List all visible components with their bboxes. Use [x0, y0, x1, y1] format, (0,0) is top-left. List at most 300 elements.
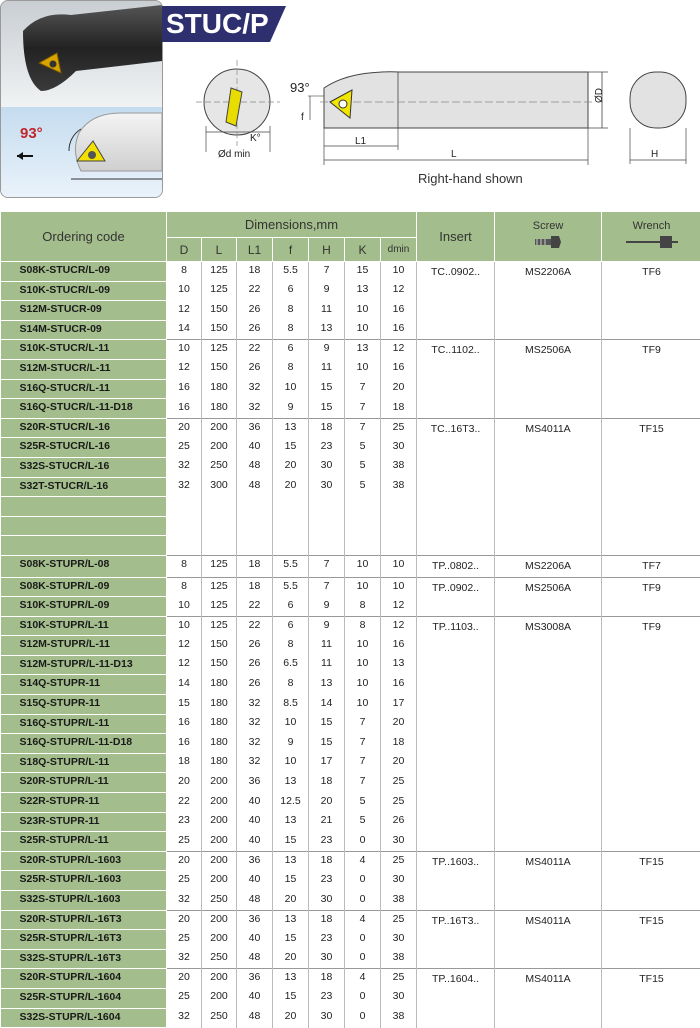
dim-f: 5.5: [273, 555, 309, 577]
header-col-d: D: [167, 238, 202, 262]
dim-l: 125: [202, 577, 237, 597]
dim-f: 20: [273, 949, 309, 969]
dim-h: 21: [309, 812, 345, 832]
dim-d: 16: [167, 734, 202, 754]
dim-l1: 36: [237, 910, 273, 930]
dim-h: 15: [309, 734, 345, 754]
dim-dmin: 16: [381, 320, 417, 340]
dim-d: 25: [167, 988, 202, 1008]
wrench-icon: [622, 234, 682, 250]
dim-d: 10: [167, 616, 202, 636]
dim-l1: 36: [237, 851, 273, 871]
dim-f: 20: [273, 457, 309, 477]
dim-k: 5: [345, 438, 381, 458]
dim-k: 13: [345, 340, 381, 360]
dim-h: 7: [309, 262, 345, 282]
screw-cell: MS3008A: [495, 616, 602, 851]
dim-dmin: 38: [381, 891, 417, 911]
wrench-cell: TF15: [602, 851, 700, 910]
dim-l: 180: [202, 714, 237, 734]
dim-dmin: 12: [381, 616, 417, 636]
dim-l: 200: [202, 438, 237, 458]
header-screw: [495, 212, 602, 262]
dim-h: 11: [309, 655, 345, 675]
dim-d: 10: [167, 340, 202, 360]
dim-l1: 40: [237, 871, 273, 891]
dim-dmin: 10: [381, 555, 417, 577]
dim-k: 5: [345, 477, 381, 497]
ordering-code: S10K-STUCR/L-09: [1, 281, 167, 301]
dim-dmin: 38: [381, 949, 417, 969]
dim-d: 25: [167, 438, 202, 458]
dim-h: 15: [309, 379, 345, 399]
dim-f: 5.5: [273, 262, 309, 282]
dim-dmin: 20: [381, 753, 417, 773]
wrench-cell: TF15: [602, 418, 700, 555]
ordering-code: S20R-STUPR/L-1603: [1, 851, 167, 871]
insert-cell: TP..0902..: [417, 577, 495, 616]
header-dimensions: Dimensions,mm: [167, 212, 417, 238]
dim-l1: 26: [237, 320, 273, 340]
ordering-code: S10K-STUPR/L-11: [1, 616, 167, 636]
dim-d: 22: [167, 793, 202, 813]
blank-cell: [202, 536, 237, 556]
dim-k: 7: [345, 379, 381, 399]
dim-f: 20: [273, 1008, 309, 1028]
dim-dmin: 12: [381, 281, 417, 301]
dim-f: 6.5: [273, 655, 309, 675]
ordering-code: S32S-STUPR/L-16T3: [1, 949, 167, 969]
dim-l: 180: [202, 379, 237, 399]
dim-h: 9: [309, 597, 345, 617]
dim-l: 200: [202, 793, 237, 813]
dim-d: 10: [167, 597, 202, 617]
dim-dmin: 16: [381, 636, 417, 656]
drawing-dmin: Ød min: [218, 149, 250, 160]
drawing-l1: L1: [355, 136, 366, 147]
wrench-cell: TF9: [602, 340, 700, 418]
dim-h: 17: [309, 753, 345, 773]
dim-f: 6: [273, 597, 309, 617]
dim-k: 10: [345, 555, 381, 577]
dim-f: 13: [273, 910, 309, 930]
dim-k: 8: [345, 616, 381, 636]
dim-h: 11: [309, 301, 345, 321]
ordering-code: S12M-STUPR/L-11-D13: [1, 655, 167, 675]
ordering-code: S15Q-STUPR-11: [1, 695, 167, 715]
dim-f: 10: [273, 753, 309, 773]
dim-h: 13: [309, 320, 345, 340]
insert-cell: TP..1603..: [417, 851, 495, 910]
dim-f: 10: [273, 714, 309, 734]
dim-d: 20: [167, 969, 202, 989]
dim-l1: 36: [237, 773, 273, 793]
insert-cell: TC..0902..: [417, 262, 495, 340]
dim-l: 250: [202, 891, 237, 911]
dim-dmin: 30: [381, 930, 417, 950]
dim-l1: 48: [237, 1008, 273, 1028]
dim-l: 180: [202, 753, 237, 773]
dim-k: 10: [345, 675, 381, 695]
dim-k: 0: [345, 949, 381, 969]
dim-f: 8: [273, 359, 309, 379]
dim-dmin: 20: [381, 379, 417, 399]
dim-l1: 26: [237, 301, 273, 321]
screw-cell: MS2506A: [495, 340, 602, 418]
dim-f: 12.5: [273, 793, 309, 813]
wrench-cell: TF9: [602, 616, 700, 851]
dim-d: 23: [167, 812, 202, 832]
dim-d: 12: [167, 636, 202, 656]
dim-k: 5: [345, 793, 381, 813]
dim-k: 0: [345, 988, 381, 1008]
dim-l: 200: [202, 969, 237, 989]
dim-h: 7: [309, 577, 345, 597]
dim-f: 15: [273, 832, 309, 852]
blank-cell: [202, 516, 237, 536]
header-wrench: [602, 212, 700, 262]
dim-dmin: 12: [381, 340, 417, 360]
dim-l: 150: [202, 320, 237, 340]
dim-f: 6: [273, 340, 309, 360]
dim-k: 5: [345, 457, 381, 477]
ordering-code: S10K-STUCR/L-11: [1, 340, 167, 360]
insert-cell: TP..1604..: [417, 969, 495, 1028]
dim-l: 125: [202, 281, 237, 301]
table-row: [1, 851, 700, 871]
wrench-cell: TF7: [602, 555, 700, 577]
dim-l1: 32: [237, 734, 273, 754]
dim-d: 14: [167, 675, 202, 695]
blank-cell: [237, 516, 273, 536]
dim-d: 32: [167, 457, 202, 477]
dim-f: 8: [273, 636, 309, 656]
dim-l: 200: [202, 851, 237, 871]
drawing-kappa: K°: [250, 133, 261, 144]
blank-cell: [273, 497, 309, 517]
dim-d: 20: [167, 851, 202, 871]
ordering-code: S12M-STUCR-09: [1, 301, 167, 321]
dim-d: 8: [167, 262, 202, 282]
dim-dmin: 30: [381, 988, 417, 1008]
drawing-f: f: [301, 112, 304, 123]
product-photo: [0, 0, 163, 198]
dim-dmin: 13: [381, 655, 417, 675]
dim-f: 15: [273, 871, 309, 891]
dim-f: 15: [273, 438, 309, 458]
dim-f: 9: [273, 399, 309, 419]
dim-dmin: 38: [381, 457, 417, 477]
dim-d: 25: [167, 930, 202, 950]
ordering-code: S20R-STUCR/L-16: [1, 418, 167, 438]
dim-l: 200: [202, 930, 237, 950]
screw-cell: MS2206A: [495, 555, 602, 577]
header-col-f: f: [273, 238, 309, 262]
dim-dmin: 38: [381, 477, 417, 497]
dim-h: 23: [309, 930, 345, 950]
dim-l: 250: [202, 949, 237, 969]
dim-l1: 22: [237, 616, 273, 636]
dim-d: 14: [167, 320, 202, 340]
header-col-dmin: dmin: [381, 238, 417, 262]
ordering-code: S32S-STUPR/L-1604: [1, 1008, 167, 1028]
ordering-code: S16Q-STUCR/L-11-D18: [1, 399, 167, 419]
dim-f: 10: [273, 379, 309, 399]
dim-dmin: 10: [381, 577, 417, 597]
dim-f: 20: [273, 891, 309, 911]
dim-l1: 32: [237, 714, 273, 734]
ordering-code: S08K-STUCR/L-09: [1, 262, 167, 282]
dim-f: 13: [273, 812, 309, 832]
dim-l: 125: [202, 340, 237, 360]
dim-dmin: 16: [381, 359, 417, 379]
dim-h: 30: [309, 1008, 345, 1028]
dim-f: 5.5: [273, 577, 309, 597]
dim-l1: 40: [237, 832, 273, 852]
blank-cell: [167, 497, 202, 517]
dim-l1: 18: [237, 262, 273, 282]
ordering-code: S12M-STUPR/L-11: [1, 636, 167, 656]
table-row: [1, 910, 700, 930]
dim-dmin: 30: [381, 832, 417, 852]
ordering-code: S12M-STUCR/L-11: [1, 359, 167, 379]
dim-k: 0: [345, 832, 381, 852]
insert-cell: TC..16T3..: [417, 418, 495, 555]
header-col-l1: L1: [237, 238, 273, 262]
dim-l1: 32: [237, 695, 273, 715]
dim-h: 18: [309, 851, 345, 871]
header-ordering-code: Ordering code: [1, 212, 167, 262]
wrench-cell: TF15: [602, 969, 700, 1028]
dim-l: 300: [202, 477, 237, 497]
dim-l: 200: [202, 812, 237, 832]
header-col-l: L: [202, 238, 237, 262]
ordering-code: S25R-STUPR/L-11: [1, 832, 167, 852]
dim-h: 30: [309, 477, 345, 497]
dim-h: 18: [309, 910, 345, 930]
ordering-code: S14Q-STUPR-11: [1, 675, 167, 695]
dim-l1: 32: [237, 399, 273, 419]
dim-l: 200: [202, 832, 237, 852]
dim-dmin: 16: [381, 301, 417, 321]
specification-table: [0, 211, 700, 1028]
dim-l1: 40: [237, 793, 273, 813]
dim-d: 32: [167, 477, 202, 497]
blank-cell: [202, 497, 237, 517]
dim-k: 10: [345, 359, 381, 379]
header-screw-label: Screw: [495, 220, 601, 232]
dim-k: 7: [345, 773, 381, 793]
dim-l1: 48: [237, 949, 273, 969]
screw-cell: MS2206A: [495, 262, 602, 340]
dim-f: 8: [273, 320, 309, 340]
dim-d: 32: [167, 891, 202, 911]
dim-d: 8: [167, 577, 202, 597]
ordering-code: S08K-STUPR/L-08: [1, 555, 167, 577]
dim-f: 13: [273, 773, 309, 793]
dim-dmin: 25: [381, 773, 417, 793]
dim-l: 180: [202, 734, 237, 754]
dim-h: 23: [309, 988, 345, 1008]
drawing-od: ØD: [594, 88, 605, 103]
ordering-code: S25R-STUPR/L-1604: [1, 988, 167, 1008]
dim-d: 10: [167, 281, 202, 301]
insert-cell: TP..1103..: [417, 616, 495, 851]
dim-h: 18: [309, 773, 345, 793]
dim-d: 8: [167, 555, 202, 577]
dim-l1: 40: [237, 988, 273, 1008]
dim-h: 9: [309, 616, 345, 636]
dim-f: 8.5: [273, 695, 309, 715]
table-row: [1, 555, 700, 577]
table-row: [1, 969, 700, 989]
dim-l: 150: [202, 636, 237, 656]
dim-l: 125: [202, 597, 237, 617]
dim-l: 200: [202, 871, 237, 891]
dim-f: 13: [273, 969, 309, 989]
dim-dmin: 30: [381, 871, 417, 891]
ordering-code: S32S-STUCR/L-16: [1, 457, 167, 477]
dim-f: 8: [273, 675, 309, 695]
dim-l1: 36: [237, 969, 273, 989]
blank-cell: [345, 516, 381, 536]
dim-l1: 32: [237, 753, 273, 773]
dim-l1: 48: [237, 457, 273, 477]
ordering-code: S08K-STUPR/L-09: [1, 577, 167, 597]
dim-d: 25: [167, 832, 202, 852]
screw-cell: MS4011A: [495, 418, 602, 555]
dim-l: 180: [202, 695, 237, 715]
dim-l1: 40: [237, 812, 273, 832]
dim-h: 9: [309, 281, 345, 301]
ordering-code: S32T-STUCR/L-16: [1, 477, 167, 497]
ordering-code: S20R-STUPR/L-16T3: [1, 910, 167, 930]
dim-k: 7: [345, 714, 381, 734]
blank-code-cell: [1, 516, 167, 536]
dim-k: 4: [345, 851, 381, 871]
dim-dmin: 10: [381, 262, 417, 282]
drawing-h: H: [651, 149, 658, 160]
dim-d: 32: [167, 949, 202, 969]
dim-dmin: 26: [381, 812, 417, 832]
dim-k: 10: [345, 577, 381, 597]
table-row: [1, 262, 700, 282]
ordering-code: S16Q-STUPR/L-11-D18: [1, 734, 167, 754]
dim-d: 12: [167, 301, 202, 321]
dim-k: 10: [345, 320, 381, 340]
dim-f: 13: [273, 851, 309, 871]
dim-d: 20: [167, 910, 202, 930]
blank-cell: [345, 497, 381, 517]
dim-dmin: 12: [381, 597, 417, 617]
drawing-angle: 93°: [290, 80, 310, 95]
blank-cell: [381, 536, 417, 556]
dim-k: 7: [345, 399, 381, 419]
dim-l: 180: [202, 399, 237, 419]
right-hand-caption: Right-hand shown: [418, 171, 523, 186]
dim-dmin: 25: [381, 793, 417, 813]
dim-d: 12: [167, 655, 202, 675]
table-row: [1, 418, 700, 438]
dim-l1: 22: [237, 281, 273, 301]
dim-l1: 26: [237, 675, 273, 695]
dim-h: 30: [309, 949, 345, 969]
dim-k: 10: [345, 695, 381, 715]
dim-l: 250: [202, 457, 237, 477]
dim-k: 0: [345, 891, 381, 911]
drawing-l: L: [451, 149, 457, 160]
blank-cell: [381, 516, 417, 536]
dim-d: 18: [167, 753, 202, 773]
dim-h: 23: [309, 871, 345, 891]
dim-k: 10: [345, 301, 381, 321]
ordering-code: S23R-STUPR-11: [1, 812, 167, 832]
dim-l1: 48: [237, 477, 273, 497]
ordering-code: S25R-STUPR/L-16T3: [1, 930, 167, 950]
ordering-code: S22R-STUPR-11: [1, 793, 167, 813]
ordering-code: S20R-STUPR/L-1604: [1, 969, 167, 989]
blank-cell: [345, 536, 381, 556]
dim-f: 15: [273, 930, 309, 950]
dim-l1: 22: [237, 597, 273, 617]
dim-k: 13: [345, 281, 381, 301]
dim-l: 150: [202, 359, 237, 379]
insert-cell: TP..16T3..: [417, 910, 495, 969]
wrench-cell: TF6: [602, 262, 700, 340]
header-col-h: H: [309, 238, 345, 262]
dim-d: 25: [167, 871, 202, 891]
dim-k: 0: [345, 1008, 381, 1028]
dim-l1: 40: [237, 438, 273, 458]
dim-k: 15: [345, 262, 381, 282]
dim-dmin: 17: [381, 695, 417, 715]
page-title: STUC/P: [166, 6, 269, 42]
blank-code-cell: [1, 497, 167, 517]
dim-h: 15: [309, 399, 345, 419]
dim-l1: 36: [237, 418, 273, 438]
dim-dmin: 18: [381, 734, 417, 754]
dim-k: 5: [345, 812, 381, 832]
dim-dmin: 30: [381, 438, 417, 458]
dim-h: 23: [309, 438, 345, 458]
dim-k: 7: [345, 418, 381, 438]
blank-code-cell: [1, 536, 167, 556]
dim-h: 13: [309, 675, 345, 695]
dim-l: 125: [202, 262, 237, 282]
dim-l: 200: [202, 418, 237, 438]
ordering-code: S25R-STUCR/L-16: [1, 438, 167, 458]
screw-cell: MS4011A: [495, 969, 602, 1028]
ordering-code: S16Q-STUPR/L-11: [1, 714, 167, 734]
dim-dmin: 20: [381, 714, 417, 734]
ordering-code: S32S-STUPR/L-1603: [1, 891, 167, 911]
dim-d: 32: [167, 1008, 202, 1028]
dim-dmin: 25: [381, 910, 417, 930]
ordering-code: S16Q-STUCR/L-11: [1, 379, 167, 399]
dim-l: 200: [202, 910, 237, 930]
header-wrench-label: Wrench: [602, 220, 700, 232]
dim-d: 12: [167, 359, 202, 379]
dim-l: 200: [202, 773, 237, 793]
wrench-cell: TF15: [602, 910, 700, 969]
dim-f: 13: [273, 418, 309, 438]
dim-d: 16: [167, 379, 202, 399]
dim-l1: 48: [237, 891, 273, 911]
table-row: [1, 616, 700, 636]
dim-f: 9: [273, 734, 309, 754]
dim-l1: 22: [237, 340, 273, 360]
ordering-code: S20R-STUPR/L-11: [1, 773, 167, 793]
